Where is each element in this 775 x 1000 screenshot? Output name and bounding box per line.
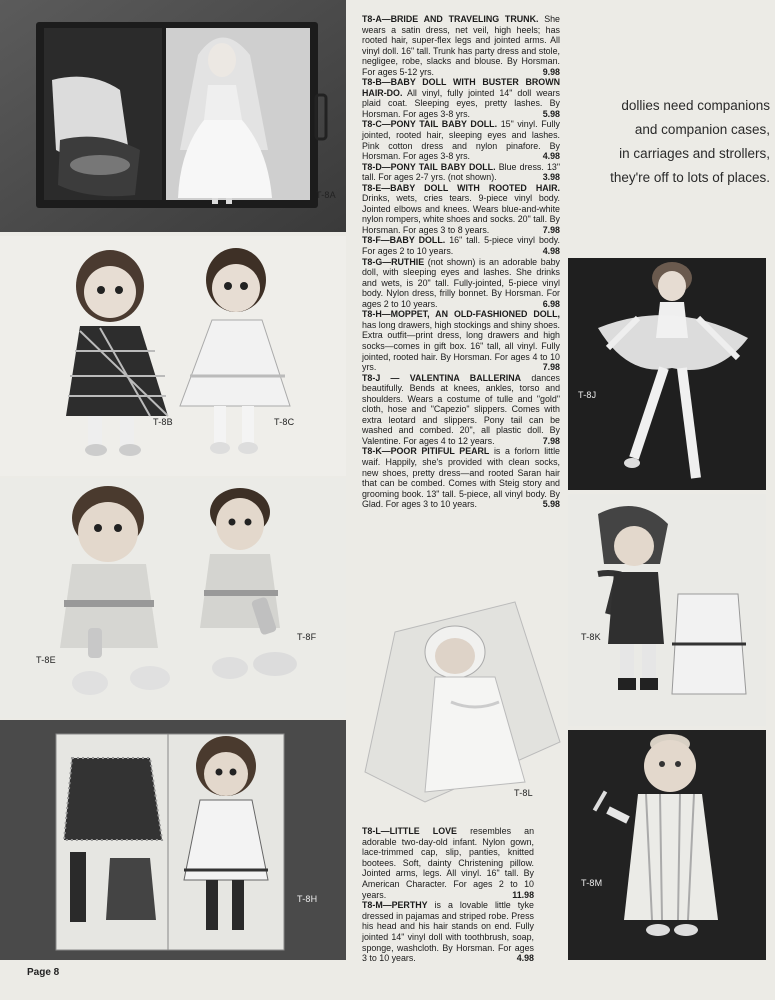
listing-description: resembles an adorable two-day-old infant. Nylon gown, lace-trimmed cap, slip, panties, knitted bootees. Soft, dainty Christening pillow. Jointed arms, legs. All vinyl. 16" tall. By American Character. For ages 2 to 10 years. <box>362 826 535 900</box>
listing-title: T8-M—PERTHY <box>362 900 428 911</box>
page-number: Page 8 <box>27 967 60 978</box>
listing-entry <box>362 826 534 900</box>
photo-t8b-t8c-baby-dolls <box>0 236 346 476</box>
listing-price: 7.98 <box>542 362 560 373</box>
listing-title: T8-E—BABY DOLL WITH ROOTED HAIR. <box>362 182 560 193</box>
listing-title: T8-C—PONY TAIL BABY DOLL. <box>362 119 498 130</box>
photo-label-t8k: T-8K <box>581 632 601 642</box>
listing-description: Drinks, wets, cries tears. 9-piece vinyl body. Jointed elbows and knees. Wears blue-and-white nylon rompers, white shoes and socks. 20" tall. By Horsman. For ages 3 to 8 years. <box>362 193 560 235</box>
listing-entry <box>362 446 560 509</box>
listings-column-top <box>362 14 560 510</box>
listing-price: 7.98 <box>542 435 560 446</box>
listings-column-bottom <box>362 826 534 964</box>
listing-description: dances beautifully. Bends at knees, ankles, torso and shoulders. Wears a costume of tulle and "gold" cloth, hose and "Capezio" slippers. Comes with extra leotard and slippers. Pony tail can be washed and combed. 20", all plastic doll. By Valentine. For ages 4 to 12 years. <box>362 372 560 446</box>
photo-t8l-little-love <box>355 592 567 818</box>
photo-label-t8e: T-8E <box>36 655 56 665</box>
listing-title: T8-D—PONY TAIL BABY DOLL. <box>362 161 496 172</box>
listing-entry <box>362 373 560 447</box>
tagline-line: dollies need companions <box>621 98 770 113</box>
photo-label-t8a: T-8A <box>316 190 336 200</box>
listing-price: 9.98 <box>542 66 560 77</box>
tagline-line: and companion cases, <box>634 122 770 137</box>
listing-entry <box>362 162 560 183</box>
listing-entry <box>362 14 560 77</box>
listing-entry <box>362 900 534 964</box>
listing-price: 7.98 <box>542 224 560 235</box>
listing-price: 4.98 <box>542 246 560 257</box>
photo-t8j-ballerina <box>568 258 766 490</box>
photo-label-t8m: T-8M <box>581 878 603 888</box>
listing-description: has long drawers, high stockings and shiny shoes. Extra outfit—print dress, long drawers and high socks—comes in gift box. 16" tall, all vinyl. Fully jointed, rooted hair. By Horsman. For ages 4 to 10 yrs. <box>362 319 560 373</box>
listing-title: T8-K—POOR PITIFUL PEARL <box>362 446 490 457</box>
listing-price: 3.98 <box>542 172 560 183</box>
photo-label-t8c: T-8C <box>274 417 295 427</box>
listing-description: is a lovable little tyke dressed in pajamas and striped robe. Press his head and his hair stands on end. Fully jointed 14" vinyl doll with toothbrush, soap, sponge, washcloth. By Horsman. For ages 3 to 10 years. <box>362 900 534 964</box>
photo-t8h-moppet-box <box>0 720 346 960</box>
listing-title: T8-A—BRIDE AND TRAVELING TRUNK. <box>362 14 539 24</box>
photo-t8e-t8f-baby-dolls <box>0 478 346 718</box>
photo-label-t8l: T-8L <box>514 788 533 798</box>
listing-price: 5.98 <box>542 108 560 119</box>
tagline <box>568 94 770 190</box>
listing-description: All vinyl, fully jointed 14" doll wears plaid coat. Sleeping eyes, pretty lashes. By Horsman. For ages 3-8 yrs. <box>362 87 560 119</box>
listing-price: 4.98 <box>542 151 560 162</box>
listing-title: T8-G—RUTHIE <box>362 256 425 267</box>
photo-label-t8f: T-8F <box>297 632 317 642</box>
listing-title: T8-H—MOPPET, AN OLD-FASHIONED DOLL, <box>362 309 560 320</box>
listing-description: is a forlorn little waif. Happily, she's provided with clean socks, new shoes, pretty dress—and rooted Saran hair that can be combed. Comes with Steig story and grooming book. 13" tall. 5-piece, all vinyl body. By Glad. For ages 3 to 10 years. <box>362 446 560 510</box>
photo-label-t8h: T-8H <box>297 894 318 904</box>
listing-description: (not shown) is an adorable baby doll, with sleeping eyes and lashes. She drinks and wets, is 20" tall. Fully-jointed, 5-piece vinyl body. Nylon dress, frilly bonnet. By Horsman. For ages 2 to 10 years. <box>362 256 560 309</box>
listing-entry <box>362 119 560 161</box>
listing-description: She wears a satin dress, net veil, high heels; has rooted hair, super-flex legs and jointed arms. All vinyl doll. 16" tall. Trunk has party dress and stole, negligee, robe, slacks and blouse. By Horsman. For ages 5-12 yrs. <box>362 14 560 77</box>
listing-title: T8-B—BABY DOLL WITH BUSTER BROWN HAIR-DO. <box>362 77 560 98</box>
listing-entry <box>362 257 560 310</box>
photo-label-t8b: T-8B <box>153 417 173 427</box>
photo-t8a-bride-trunk <box>0 0 346 232</box>
listing-description: Blue dress. 13" tall. For ages 2-7 yrs. (not shown). <box>362 161 560 183</box>
listing-entry <box>362 309 560 372</box>
listing-price: 11.98 <box>512 889 534 900</box>
listing-description: 16" tall. 5-piece vinyl body. For ages 2 to 10 years. <box>362 235 561 257</box>
listing-title: T8-F—BABY DOLL. <box>362 235 446 246</box>
listing-entry <box>362 183 560 236</box>
listing-price: 6.98 <box>542 298 560 309</box>
listing-price: 4.98 <box>516 953 534 964</box>
listing-price: 5.98 <box>542 499 560 510</box>
photo-t8k-pitiful-pearl <box>568 494 766 726</box>
photo-label-t8j: T-8J <box>578 390 597 400</box>
listing-title: T8-J — VALENTINA BALLERINA <box>362 372 522 383</box>
listing-description: 15" vinyl. Fully jointed, rooted hair, sleeping eyes and lashes. Pink cotton dress and nylon pinafore. By Horsman. For ages 3-8 yrs. <box>362 119 560 162</box>
listing-entry <box>362 77 560 119</box>
tagline-line: in carriages and strollers, <box>619 146 770 161</box>
listing-title: T8-L—LITTLE LOVE <box>362 826 457 836</box>
tagline-line: they're off to lots of places. <box>610 170 770 185</box>
listing-entry <box>362 235 560 256</box>
photo-t8m-perthy <box>568 730 766 960</box>
